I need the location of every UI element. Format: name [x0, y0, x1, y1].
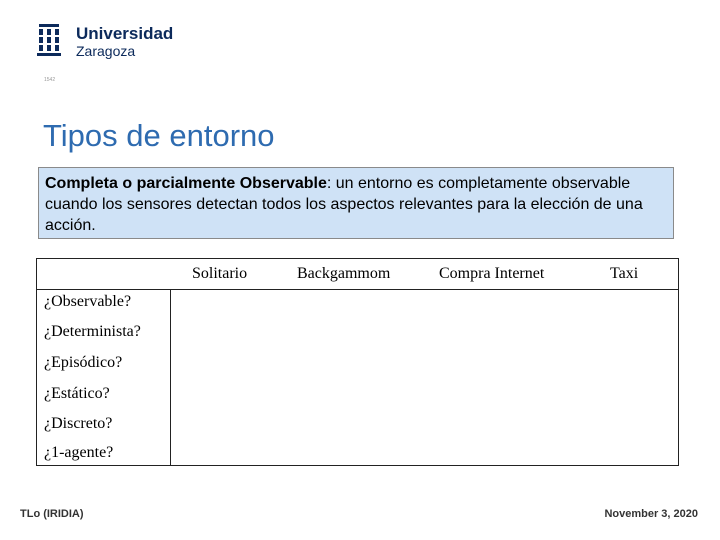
- definition-box: [38, 167, 674, 239]
- university-logo: [36, 22, 186, 83]
- logo-university-name: Universidad: [76, 24, 174, 43]
- table-header-divider: [37, 289, 678, 290]
- column-header-backgammom: Backgammom: [297, 265, 391, 282]
- university-emblem-icon: [36, 22, 62, 62]
- footer-date: November 3, 2020: [604, 508, 698, 520]
- logo-small-text: 1542: [44, 77, 56, 83]
- environment-table: [36, 258, 679, 466]
- footer-author: TLo (IRIDIA): [20, 508, 84, 520]
- table-column-divider: [170, 290, 171, 466]
- row-label-discreto: ¿Discreto?: [44, 415, 113, 432]
- row-label-determinista: ¿Determinista?: [44, 323, 141, 340]
- row-label-1-agente: ¿1-agente?: [44, 444, 114, 461]
- definition-text: : un entorno es completamente observable cuando los sensores detectan todos los aspectos relevantes para la elección de una acción.: [45, 175, 643, 234]
- slide-title: Tipos de entorno: [43, 118, 275, 153]
- logo-city-name: Zaragoza: [76, 43, 136, 59]
- row-label-episodico: ¿Episódico?: [44, 354, 123, 371]
- row-label-estatico: ¿Estático?: [44, 385, 110, 402]
- column-header-compra-internet: Compra Internet: [439, 265, 545, 282]
- column-header-taxi: Taxi: [610, 265, 639, 282]
- row-label-observable: ¿Observable?: [44, 293, 132, 310]
- column-header-solitario: Solitario: [192, 265, 248, 282]
- definition-term: Completa o parcialmente Observable: [45, 175, 327, 192]
